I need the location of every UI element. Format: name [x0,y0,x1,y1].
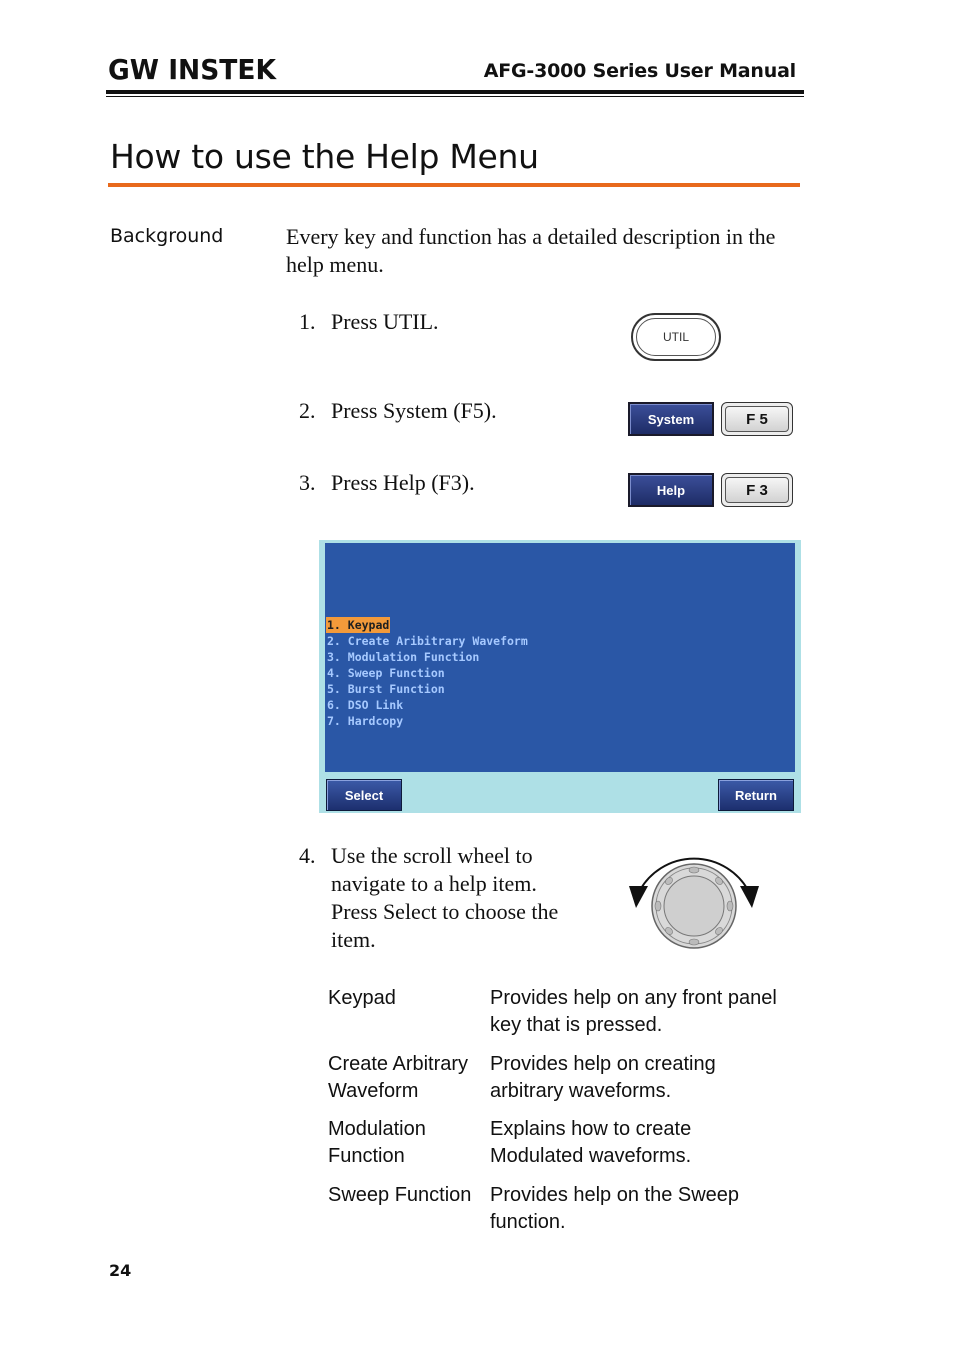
scroll-wheel-icon[interactable] [626,842,762,954]
page-number: 24 [109,1261,132,1280]
desc-line: Provides help on the Sweep [490,1184,740,1206]
manual-title: AFG-3000 Series User Manual [483,60,796,82]
help-menu-item-dso-link[interactable]: 6. DSO Link [327,698,404,712]
help-menu-item-keypad[interactable]: 1. Keypad [327,618,390,632]
step-3-text: Press Help (F3). [331,470,475,495]
step-1-text: Press UTIL. [331,309,439,334]
heading-rule [108,183,800,187]
step-4-number: 4. [299,843,316,868]
help-menu-item-burst[interactable]: 5. Burst Function [327,682,445,696]
help-soft-button[interactable]: Help [628,473,714,507]
step-2-text: Press System (F5). [331,398,497,423]
term-line: Sweep Function [328,1184,472,1206]
step-2-number: 2. [299,398,316,423]
term-line: Modulation [328,1118,426,1140]
help-desc-modulation [490,1116,810,1170]
step-4-line: item. [331,927,376,952]
intro-paragraph: Every key and function has a detailed description in the help menu. [286,224,776,277]
term-line: Waveform [328,1080,419,1102]
f5-key-label: F 5 [725,406,789,432]
step-4-line: navigate to a help item. [331,871,537,896]
step-4-text [331,842,601,954]
header-rule-thin [106,96,804,97]
step-4-line: Use the scroll wheel to [331,843,533,868]
desc-line: Provides help on any front panel [490,987,777,1009]
help-desc-arbitrary [490,1051,810,1105]
help-desc-keypad [490,985,810,1039]
util-key-label: UTIL [662,330,689,344]
help-term-keypad [328,985,488,1012]
term-line: Create Arbitrary [328,1053,469,1075]
f3-key-button[interactable] [721,473,793,507]
step-4-line: Press Select to choose the [331,899,559,924]
f3-key-label: F 3 [725,477,789,503]
term-line: Keypad [328,987,396,1009]
f5-key-button[interactable] [721,402,793,436]
page-title: How to use the Help Menu [110,137,539,176]
help-menu-item-arbitrary[interactable]: 2. Create Aribitrary Waveform [327,634,528,648]
help-menu-item-modulation[interactable]: 3. Modulation Function [327,650,480,664]
help-menu-list [326,614,529,729]
desc-line: Provides help on creating [490,1053,716,1075]
help-desc-sweep [490,1182,810,1236]
step-1-number: 1. [299,309,316,334]
desc-line: Explains how to create [490,1118,692,1140]
help-term-arbitrary [328,1051,488,1105]
desc-line: function. [490,1211,566,1233]
step-3-number: 3. [299,470,316,495]
desc-line: key that is pressed. [490,1014,663,1036]
screen-display [325,543,795,772]
select-button[interactable]: Select [326,779,402,811]
util-key-button[interactable] [631,313,721,361]
system-soft-button[interactable]: System [628,402,714,436]
term-line: Function [328,1145,405,1167]
header-rule [106,90,804,94]
return-button[interactable]: Return [718,779,794,811]
help-menu-item-hardcopy[interactable]: 7. Hardcopy [327,714,404,728]
help-term-sweep [328,1182,488,1209]
gw-instek-logo [108,54,280,84]
logo-text: GW INSTEK [108,54,278,84]
help-term-modulation [328,1116,488,1170]
help-menu-screen [319,540,801,813]
desc-line: arbitrary waveforms. [490,1080,672,1102]
background-label: Background [110,225,224,247]
desc-line: Modulated waveforms. [490,1145,692,1167]
help-menu-item-sweep[interactable]: 4. Sweep Function [327,666,445,680]
